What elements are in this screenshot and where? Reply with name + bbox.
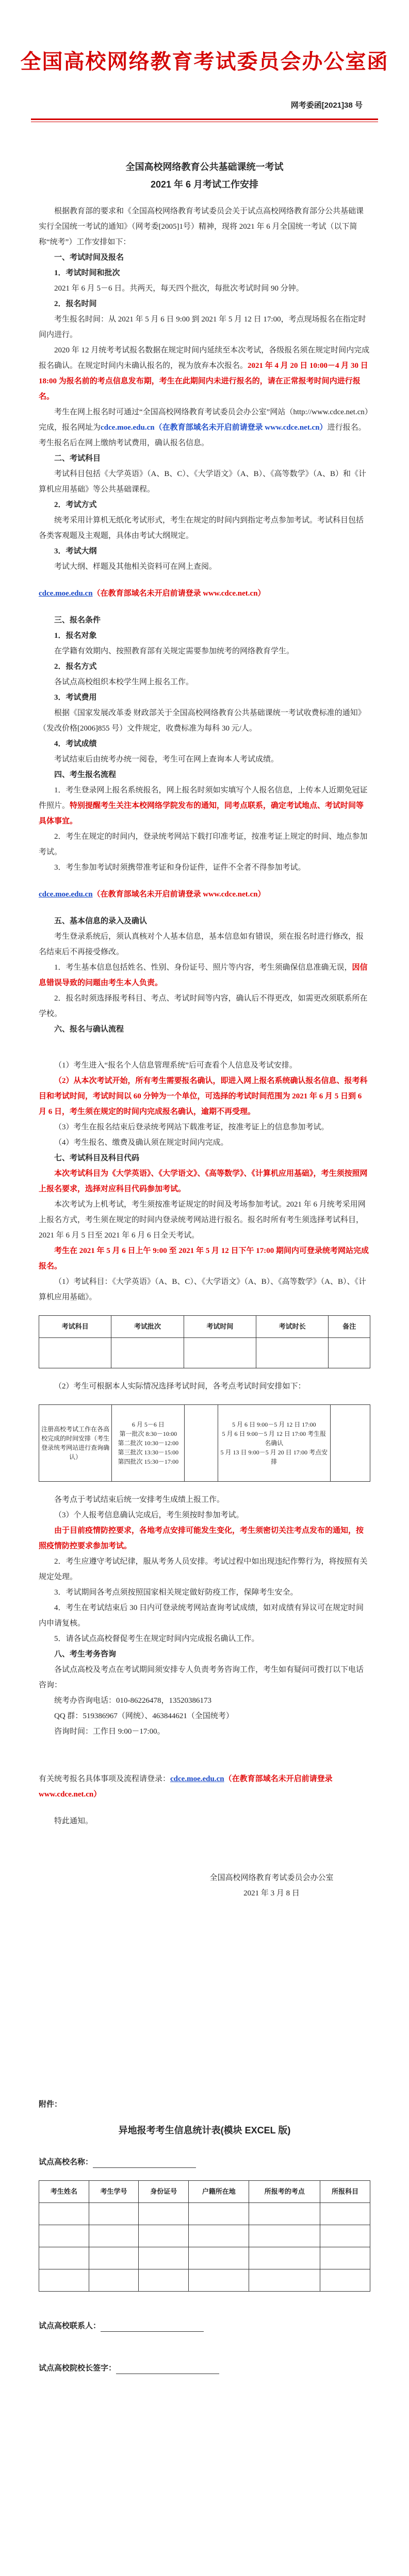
closing-text: 特此通知。: [54, 1817, 93, 1825]
table-row: [39, 1405, 370, 1482]
table-cell: [329, 1338, 370, 1368]
doc-title-line2: 2021 年 6 月考试工作安排: [150, 179, 259, 190]
section-7-text-b: （1）考试科目：《大学英语》（A、B、C）、《大学语文》（A、B）、《高等数学》（A、B）、《计算机应用基础》。: [39, 1278, 367, 1301]
section-10-heading: 八、考生考务咨询: [54, 1650, 117, 1658]
section-3-sub2: 2．报名方式: [54, 663, 97, 671]
subject-table-header: 考试时长: [256, 1316, 329, 1338]
notice-link-3[interactable]: 有关统考报名具体事项及流程请登录：cdce.moe.edu.cn（在教育部域名未开启前请登录 www.cdce.net.cn）: [39, 1775, 333, 1799]
section-9-text-e: 5．请各试点高校督促考生在规定时间内完成报名确认工作。: [54, 1635, 259, 1643]
annex-table-header: 所报考的考点: [249, 2181, 320, 2203]
section-4-text-b: 2．考生在规定的时间内，登录统考网站下载打印准考证，按准考证上规定的时间、地点参加考试。: [39, 833, 368, 856]
section-2-sub2-text: 统考采用计算机无纸化考试形式，考生在规定的时间内到指定考点参加考试。考试科目包括各类客观题及主观题，具体由考试大纲规定。: [39, 516, 364, 540]
section-6-red-block: （2）从本次考试开始，所有考生需要报名确认，即进入网上报名系统确认报名信息、报考科目和考试时间，考试时间以 60 分钟为一个单位，可选择的考试时间范围为 2021 年 6 月 5 日到 6 月 6 日，考生须在规定的时间内完成报名确认，逾期不再受理。: [39, 1077, 368, 1116]
form-fill-line[interactable]: [101, 2321, 204, 2332]
section-1-red-note: 2021 年 4 月 20 日 10:00－4 月 30 日 18:00 为报名前的考点信息发布期，考生在此期间内未进行报名的，请在正常报考时间内进行报名。: [39, 362, 368, 401]
section-10-text-b: 咨询时间：工作日 9:00－17:00。: [54, 1727, 165, 1736]
doc-title-line1: 全国高校网络教育公共基础课统一考试: [125, 162, 284, 172]
section-7-heading: 七、考试科目及科目代码: [54, 1154, 140, 1162]
annex-table-header: 考生学号: [89, 2181, 139, 2203]
subject-table-header-row: [39, 1316, 370, 1338]
annex-table-header-row: [39, 2181, 370, 2203]
section-3-sub3-text: 根据《国家发展改革委 财政部关于全国高校网络教育公共基础课统一考试收费标准的通知》（发改价格[2006]855 号）文件规定，收费标准为每科 30 元/人。: [39, 709, 366, 733]
form-fill-line[interactable]: [116, 2363, 219, 2374]
section-9-text-b: 2．考生应遵守考试纪律，服从考务人员安排。考试过程中如出现违纪作弊行为，将按照有关规定处理。: [39, 1557, 368, 1581]
subject-table: [39, 1315, 370, 1368]
section-5-heading: 五、基本信息的录入及确认: [54, 917, 148, 925]
section-7-red-a: 本次考试科目为《大学英语》、《大学语文》、《高等数学》、《计算机应用基础》，考生须按照网上报名要求，选择对应科目代码参加考试。: [39, 1170, 368, 1193]
form-signature: 试点高校院校长签字：: [39, 2361, 370, 2376]
section-2-sub3-text: 考试大纲、样题及其他相关资料可在网上查阅。: [54, 563, 217, 571]
section-8-text-b: 各考点于考试结束后统一安排考生成绩上报工作。: [54, 1496, 225, 1504]
schedule-table: [39, 1404, 370, 1482]
section-5-text-a: 考生登录系统后，须认真核对个人基本信息，基本信息如有错误，须在报名时进行修改，报名结束后不再接受修改。: [39, 933, 364, 956]
section-3-sub1: 1．报名对象: [54, 632, 97, 640]
table-cell: [39, 1338, 111, 1368]
section-3-sub3: 3．考试费用: [54, 693, 97, 702]
section-8-text-a: （2）考生可根据本人实际情况选择考试时间，各考点考试时间安排如下：: [54, 1382, 306, 1391]
subject-table-header: 考试科目: [39, 1316, 111, 1338]
section-5-text-b: 1．考生基本信息包括姓名、性别、身份证号、照片等内容，考生须确保信息准确无误，因信息错误导致的问题由考生本人负责。: [39, 963, 368, 987]
document-number: 网考委函[2021]38 号: [290, 101, 363, 110]
section-1-sub2-text-b: 2020 年 12 月统考考试报名数据在规定时间内延续至本次考试，各级报名须在规定时间内完成报名确认。在规定时间内未确认报名的，视为放弃本次报名。2021 年 4 月 20 日 10:00－4 月 30 日 18:00 为报名前的考点信息发布期，考生在此期间内未进行报名的，请在正常报考时间内进行报名。: [39, 346, 370, 401]
section-7-red-b: 考生在 2021 年 5 月 6 日上午 9:00 至 2021 年 5 月 12 日下午 17:00 期间内可登录统考网站完成报名。: [39, 1247, 369, 1270]
table-row: [39, 2247, 370, 2269]
section-1-sub2: 2．报名时间: [54, 300, 97, 308]
table-row: [39, 2203, 370, 2225]
annex-table-header: 身份证号: [139, 2181, 189, 2203]
section-4-red-note: 特别提醒考生关注本校网络学院发布的通知，同考点联系，确定考试地点、考试时间等具体事宜。: [39, 802, 364, 825]
section-2-text-1: 考试科目包括《大学英语》（A、B、C）、《大学语文》（A、B）、《高等数学》（A、B）和《计算机应用基础》等公共基础课程。: [39, 470, 367, 494]
table-row: [39, 2225, 370, 2247]
table-cell: [111, 1338, 184, 1368]
section-3-sub4: 4．考试成绩: [54, 740, 97, 748]
section-5-red-note: 因信息错误导致的问题由考生本人负责。: [39, 963, 368, 987]
annex-table-header: 所报科目: [320, 2181, 370, 2203]
section-5-text-c: 2．报名时须选择报考科目、考点、考试时间等内容，确认后不得更改，如需更改须联系所在学校。: [39, 994, 368, 1018]
subject-table-header: 备注: [329, 1316, 370, 1338]
schedule-cell-5: [330, 1405, 370, 1482]
section-1-blue-link[interactable]: cdce.moe.edu.cn（在教育部域名未开启前请登录 www.cdce.net.cn）: [101, 423, 328, 432]
notice-link-2[interactable]: cdce.moe.edu.cn（在教育部域名未开启前请登录 www.cdce.net.cn）: [39, 890, 266, 899]
schedule-cell-2: 6 月 5－6 日 第一批次 8:30－10:00 第二批次 10:30－12:00 第三批次 13:30－15:00 第四批次 15:30－17:00: [112, 1405, 185, 1482]
section-4-heading: 四、考生报名流程: [54, 771, 117, 779]
section-6-heading: 六、报名与确认流程: [54, 1025, 124, 1033]
section-2-sub3: 3．考试大纲: [54, 547, 97, 555]
section-9-red-a: 由于目前疫情防控要求，各地考点安排可能发生变化，考生须密切关注考点发布的通知，按照疫情防控要求参加考试。: [39, 1527, 364, 1550]
section-1-sub1: 1．考试时间和批次: [54, 269, 120, 277]
section-1-sub2-text-a: 考生报名时间：从 2021 年 5 月 6 日 9:00 到 2021 年 5 月 12 日 17:00，考点现场报名在指定时间内进行。: [39, 315, 366, 339]
intro-paragraph: 根据教育部的要求和《全国高校网络教育考试委员会关于试点高校网络教育部分公共基础课实行全国统一考试的通知》（网考委[2005]1号）精神，现将 2021 年 6 月全国统一考试（以下简称“统考”）工作安排如下：: [39, 207, 364, 246]
schedule-cell-3: [185, 1405, 218, 1482]
signing-org: 全国高校网络教育考试委员会办公室: [209, 1874, 334, 1882]
section-6-text-d: （1）考生进入“报名个人信息管理系统”后可查看个人信息及考试安排。: [54, 1061, 297, 1070]
table-cell: [256, 1338, 329, 1368]
section-3-sub2-text: 各试点高校组织本校学生网上报名工作。: [54, 678, 194, 686]
signing-date: 2021 年 3 月 8 日: [243, 1889, 300, 1897]
notice-link-1[interactable]: cdce.moe.edu.cn（在教育部域名未开启前请登录 www.cdce.net.cn）: [39, 589, 266, 598]
red-rule: [31, 118, 378, 120]
schedule-cell-1: 注册高校考试工作在各高校完成的时间安排（考生登录统考网站进行查询确认）: [39, 1405, 112, 1482]
subject-table-header: 考试批次: [111, 1316, 184, 1338]
form-contact: 试点高校联系人：: [39, 2318, 370, 2334]
contact-qq: QQ 群：519386967（网统）、463844621（全国统考）: [54, 1712, 234, 1720]
section-6-text-e: （3）考生在报名结束后登录统考网站下载准考证，按准考证上的信息参加考试。: [54, 1123, 329, 1131]
form-school-name: 试点高校名称：: [39, 2155, 370, 2170]
section-9-text-c: 3．考试期间各考点须按照国家相关规定做好防疫工作，保障考生安全。: [54, 1588, 298, 1597]
section-2-heading: 二、考试科目: [54, 454, 101, 463]
annex-table-header: 考生姓名: [39, 2181, 89, 2203]
section-9-text-d: 4．考生在考试结束后 30 日内可登录统考网站查询考试成绩，如对成绩有异议可在规定时间内申请复核。: [39, 1604, 364, 1628]
document-body: [0, 193, 409, 2376]
section-9-text-a: （3）个人报考信息确认完成后，考生须按时参加考试。: [54, 1511, 244, 1519]
table-row: [39, 2269, 370, 2292]
annex-label: 附件：: [39, 2100, 62, 2109]
subject-table-header: 考试时间: [184, 1316, 256, 1338]
section-1-heading: 一、考试时间及报名: [54, 253, 124, 262]
section-3-sub4-text: 考试结束后由统考办统一阅卷，考生可在网上查询本人考试成绩。: [54, 755, 279, 764]
masthead: 全国高校网络教育考试委员会办公室函: [20, 50, 389, 73]
section-10-text-a: 各试点高校及考点在考试期间须安排专人负责考务咨询工作，考生如有疑问可拨打以下电话咨询：: [39, 1666, 364, 1689]
section-3-heading: 三、报名条件: [54, 616, 101, 624]
section-4-text-c: 3．考生参加考试时须携带准考证和身份证件，证件不全者不得参加考试。: [54, 863, 306, 872]
form-fill-line[interactable]: [93, 2157, 196, 2168]
annex-title: 异地报考考生信息统计表(模块 EXCEL 版): [118, 2125, 291, 2136]
annex-table: [39, 2180, 370, 2292]
section-2-sub2: 2．考试方式: [54, 501, 97, 509]
schedule-cell-4: 5 月 6 日 9:00－5 月 12 日 17:00 5 月 6 日 9:00－5 月 12 日 17:00 考生报名确认 5 月 13 日 9:00－5 月 20 日 17:00 考点安排: [218, 1405, 330, 1482]
section-6-text-f: （4）考生报名、缴费及确认须在规定时间内完成。: [54, 1139, 228, 1147]
contact-telephone: 统考办咨询电话：010-86226478，13520386173: [54, 1697, 211, 1705]
table-row: [39, 1338, 370, 1368]
section-7-text-a: 本次考试为上机考试，考生须按准考证规定的时间及考场参加考试。2021 年 6 月统考采用网上报名方式，考生须在规定的时间内登录统考网站进行报名。报名时所有考生须选择考试科目，2021 年 6 月 5 日至 2021 年 6 月 6 日全天考试。: [39, 1200, 366, 1240]
section-3-sub1-text: 在学籍有效期内、按照教育部有关规定需要参加统考的网络教育学生。: [54, 647, 295, 655]
table-cell: [184, 1338, 256, 1368]
section-1-sub1-text: 2021 年 6 月 5－6 日。共两天，每天四个批次，每批次考试时间 90 分钟。: [54, 284, 304, 293]
section-1-sub2-text-c: 考生在网上报名时可通过“全国高校网络教育考试委员会办公室”网站（http://www.cdce.net.cn）完成，报名网址为cdce.moe.edu.cn（在教育部域名未开启前请登录 www.cdce.net.cn）进行报名。考生报名后在网上缴纳考试费用，确认报名信息。: [39, 408, 369, 447]
annex-table-header: 户籍所在地: [189, 2181, 249, 2203]
section-4-text-a: 1．考生登录网上报名系统报名，网上报名时须如实填写个人报名信息，上传本人近期免冠证件照片。特别提醒考生关注本校网络学院发布的通知，同考点联系，确定考试地点、考试时间等具体事宜。: [39, 786, 368, 825]
